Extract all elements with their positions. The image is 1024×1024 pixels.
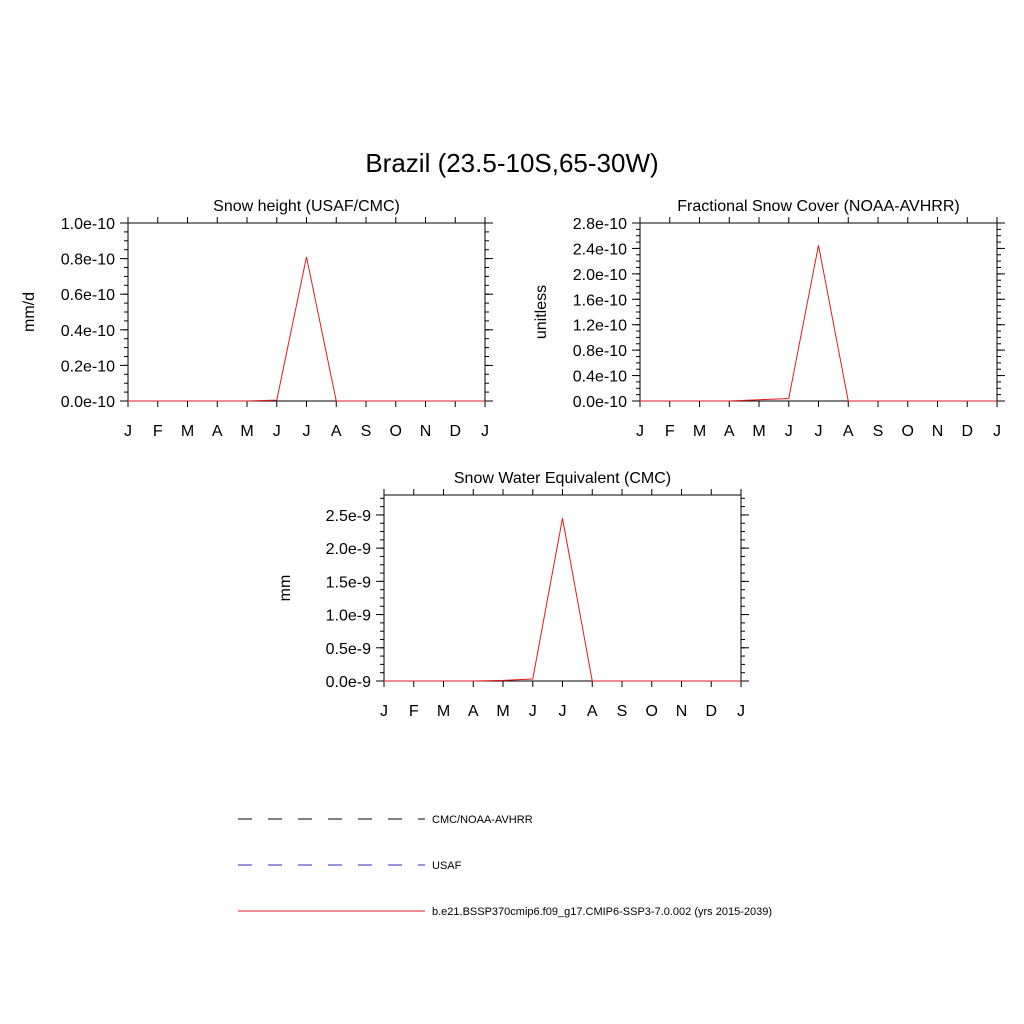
xtick-label-snow-water-equivalent: A bbox=[586, 703, 598, 720]
xtick-label-snow-height: J bbox=[302, 423, 311, 440]
ytick-label-fractional-snow-cover: 2.8e-10 bbox=[572, 216, 627, 233]
xtick-label-snow-water-equivalent: J bbox=[558, 703, 567, 720]
panel-title-snow-water-equivalent: Snow Water Equivalent (CMC) bbox=[453, 470, 672, 487]
xtick-label-snow-height: S bbox=[360, 423, 372, 440]
xtick-label-fractional-snow-cover: A bbox=[842, 423, 854, 440]
xtick-label-fractional-snow-cover: M bbox=[752, 423, 766, 440]
legend-label-cmc-noaa-avhrr: CMC/NOAA-AVHRR bbox=[432, 814, 533, 826]
xtick-label-fractional-snow-cover: S bbox=[872, 423, 884, 440]
xtick-label-snow-height: J bbox=[272, 423, 281, 440]
ytick-label-fractional-snow-cover: 1.2e-10 bbox=[572, 317, 627, 335]
ytick-label-snow-height: 0.4e-10 bbox=[60, 322, 115, 340]
xtick-label-snow-height: O bbox=[389, 423, 402, 440]
xtick-label-snow-water-equivalent: S bbox=[616, 703, 628, 720]
xtick-label-snow-height: M bbox=[180, 423, 195, 440]
xtick-label-fractional-snow-cover: A bbox=[723, 423, 735, 440]
legend bbox=[238, 814, 772, 918]
ytick-label-snow-water-equivalent: 2.5e-9 bbox=[325, 507, 371, 525]
xtick-label-snow-height: J bbox=[124, 423, 132, 440]
ytick-label-snow-water-equivalent: 0.5e-9 bbox=[325, 640, 371, 658]
xtick-label-fractional-snow-cover: D bbox=[961, 423, 974, 440]
panel-fractional-snow-cover bbox=[533, 198, 1005, 440]
xtick-label-fractional-snow-cover: J bbox=[784, 423, 793, 440]
ytick-label-fractional-snow-cover: 2.4e-10 bbox=[572, 241, 627, 259]
xtick-label-snow-water-equivalent: J bbox=[380, 703, 388, 720]
ylabel-snow-height: mm/d bbox=[21, 292, 38, 332]
xtick-label-snow-water-equivalent: A bbox=[467, 703, 479, 720]
xtick-label-snow-height: A bbox=[211, 423, 223, 440]
xtick-label-snow-height: F bbox=[152, 423, 163, 440]
legend-label-model-run: b.e21.BSSP370cmip6.f09_g17.CMIP6-SSP3-7.0.002 (yrs 2015-2039) bbox=[432, 906, 772, 918]
xtick-label-fractional-snow-cover: J bbox=[993, 423, 1001, 440]
xtick-label-snow-water-equivalent: M bbox=[436, 703, 451, 720]
series-line-b-e21-bssp370cmip6-f09-g17-cmip6-ssp3-7-0-002-yrs-2015-2039-snow-height bbox=[128, 257, 485, 401]
ytick-label-snow-height: 0.8e-10 bbox=[60, 251, 115, 269]
ylabel-fractional-snow-cover: unitless bbox=[533, 284, 550, 340]
legend-item-cmc-noaa-avhrr bbox=[238, 814, 533, 826]
xtick-label-snow-water-equivalent: J bbox=[737, 703, 745, 720]
panel-snow-water-equivalent bbox=[277, 470, 749, 720]
ytick-label-snow-water-equivalent: 1.5e-9 bbox=[325, 574, 371, 592]
xtick-label-snow-water-equivalent: O bbox=[645, 703, 658, 720]
series-line-b-e21-bssp370cmip6-f09-g17-cmip6-ssp3-7-0-002-yrs-2015-2039-fractional-snow-cover bbox=[640, 245, 997, 401]
xtick-label-fractional-snow-cover: O bbox=[901, 423, 914, 440]
ytick-label-snow-height: 0.2e-10 bbox=[60, 358, 115, 376]
xtick-label-fractional-snow-cover: F bbox=[664, 423, 675, 440]
xtick-label-snow-height: A bbox=[330, 423, 342, 440]
plot-frame-snow-height bbox=[128, 223, 485, 401]
ytick-label-snow-water-equivalent: 1.0e-9 bbox=[325, 607, 371, 625]
plot-frame-fractional-snow-cover bbox=[640, 223, 997, 401]
xtick-label-snow-water-equivalent: D bbox=[705, 703, 718, 720]
ytick-label-fractional-snow-cover: 0.0e-10 bbox=[572, 394, 627, 411]
figure-title: Brazil (23.5-10S,65-30W) bbox=[365, 148, 659, 178]
ytick-label-fractional-snow-cover: 0.4e-10 bbox=[572, 368, 627, 386]
xtick-label-fractional-snow-cover: J bbox=[636, 423, 644, 440]
panel-snow-height bbox=[21, 198, 493, 440]
ytick-label-snow-height: 0.0e-10 bbox=[60, 394, 115, 411]
xtick-label-fractional-snow-cover: M bbox=[692, 423, 707, 440]
series-line-b-e21-bssp370cmip6-f09-g17-cmip6-ssp3-7-0-002-yrs-2015-2039-snow-water-equivalent bbox=[384, 518, 741, 681]
panel-title-fractional-snow-cover: Fractional Snow Cover (NOAA-AVHRR) bbox=[677, 198, 960, 215]
xtick-label-snow-height: N bbox=[419, 423, 432, 440]
xtick-label-fractional-snow-cover: J bbox=[814, 423, 823, 440]
xtick-label-snow-height: D bbox=[449, 423, 462, 440]
legend-item-usaf bbox=[238, 860, 462, 872]
xtick-label-fractional-snow-cover: N bbox=[931, 423, 944, 440]
ytick-label-snow-height: 1.0e-10 bbox=[60, 216, 115, 233]
legend-label-usaf: USAF bbox=[432, 860, 462, 872]
ytick-label-fractional-snow-cover: 0.8e-10 bbox=[572, 343, 627, 361]
legend-item-model-run bbox=[238, 906, 772, 918]
xtick-label-snow-water-equivalent: F bbox=[408, 703, 419, 720]
xtick-label-snow-water-equivalent: N bbox=[675, 703, 688, 720]
ytick-label-snow-water-equivalent: 2.0e-9 bbox=[325, 541, 371, 559]
xtick-label-snow-height: M bbox=[240, 423, 254, 440]
ytick-label-snow-water-equivalent: 0.0e-9 bbox=[325, 674, 371, 691]
ylabel-snow-water-equivalent: mm bbox=[277, 574, 294, 602]
xtick-label-snow-water-equivalent: M bbox=[496, 703, 510, 720]
panel-title-snow-height: Snow height (USAF/CMC) bbox=[213, 198, 400, 215]
plot-frame-snow-water-equivalent bbox=[384, 495, 741, 681]
xtick-label-snow-height: J bbox=[481, 423, 489, 440]
ytick-label-fractional-snow-cover: 2.0e-10 bbox=[572, 266, 627, 284]
ytick-label-fractional-snow-cover: 1.6e-10 bbox=[572, 292, 627, 310]
ytick-label-snow-height: 0.6e-10 bbox=[60, 287, 115, 305]
xtick-label-snow-water-equivalent: J bbox=[528, 703, 537, 720]
